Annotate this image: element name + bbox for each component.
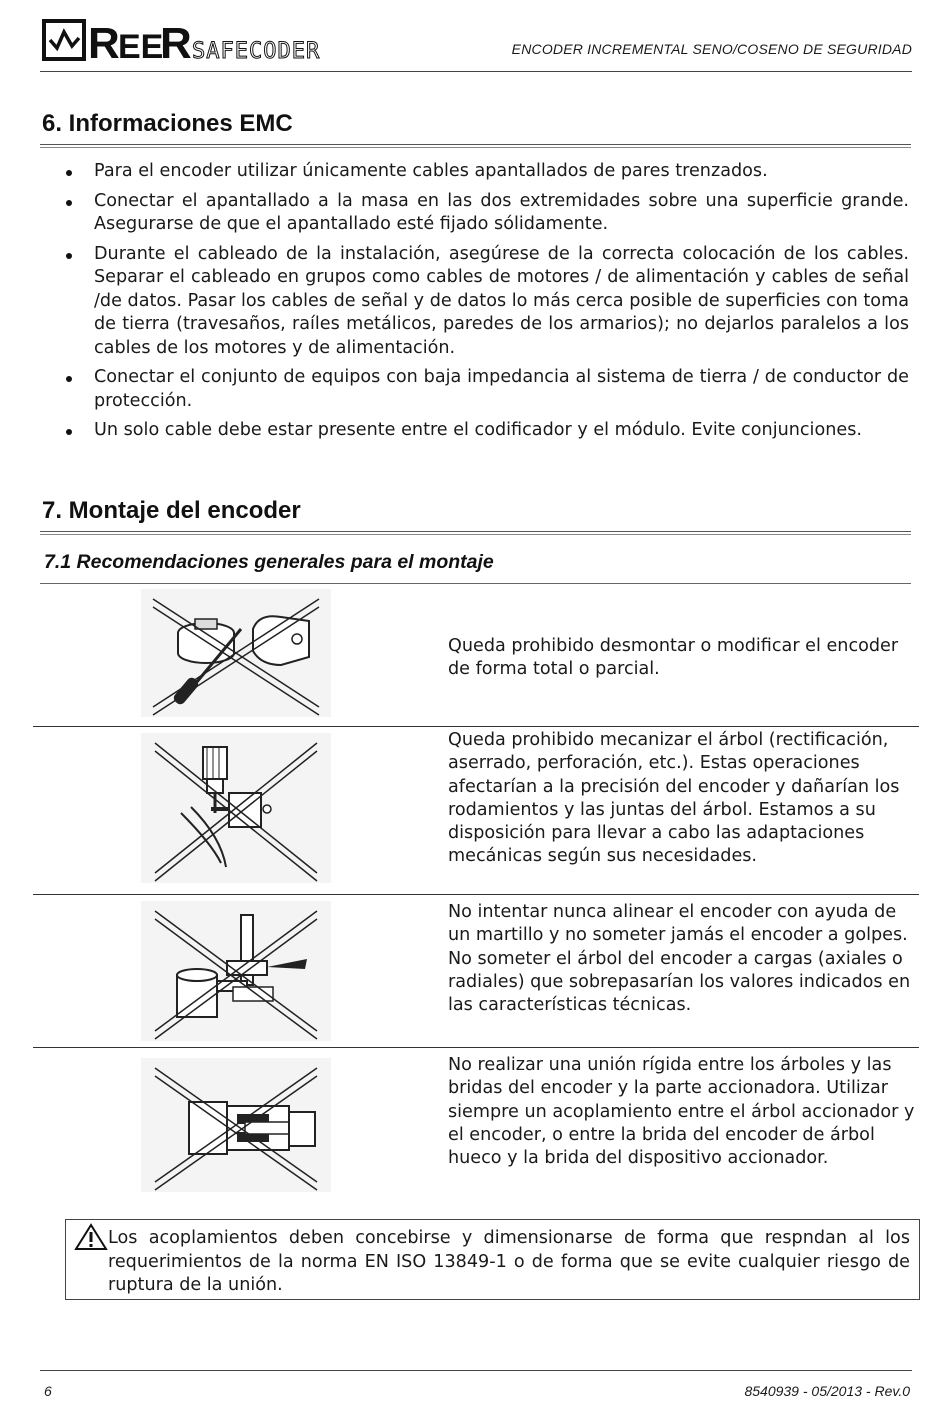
no-disassembly-icon xyxy=(141,589,331,717)
recommendation-row xyxy=(33,895,919,1047)
list-item: Conectar el conjunto de equipos con baja impedancia al sistema de tierra / de conductor de protección. xyxy=(66,366,909,413)
section-7-title: 7. Montaje del encoder xyxy=(42,497,301,524)
svg-text:SAFECODER: SAFECODER xyxy=(192,39,321,64)
page-footer xyxy=(40,1370,912,1399)
recommendation-text: No realizar una unión rígida entre los árboles y las bridas del encoder y la parte accionadora. Utilizar siempre un acoplamiento entre el árbol accionador y el encoder, o entre la brida del encoder de árbol hueco y la brida del dispositivo accionador. xyxy=(448,1055,915,1169)
recommendation-row xyxy=(33,1048,919,1198)
section-7-1-rule xyxy=(40,583,911,584)
list-item: Un solo cable debe estar presente entre el codificador y el módulo. Evite conjunciones. xyxy=(66,419,909,443)
recommendation-text: Queda prohibido desmontar o modificar el encoder de forma total o parcial. xyxy=(448,636,899,680)
warning-text: Los acoplamientos deben concebirse y dimensionarse de forma que respndan al los requerimientos de la norma EN ISO 13849-1 o de forma que se evite cualquier riesgo de ruptura de la unión. xyxy=(108,1228,910,1295)
section-7-rule xyxy=(40,531,911,535)
list-item: Para el encoder utilizar únicamente cables apantallados de pares trenzados. xyxy=(66,160,909,184)
recommendation-text: Queda prohibido mecanizar el árbol (rectificación, aserrado, perforación, etc.). Estas operaciones afectarían a la precisión del encoder y dañarían los rodamientos y las juntas del árbol. Estamos a su disposición para llevar a cabo las adaptaciones mecánicas según sus necesidades. xyxy=(448,730,900,867)
page-number: 6 xyxy=(44,1383,52,1399)
document-title: ENCODER INCREMENTAL SENO/COSENO DE SEGURIDAD xyxy=(511,41,912,57)
recommendation-text: No intentar nunca alinear el encoder con ayuda de un martillo y no someter jamás el encoder a golpes. No someter el árbol del encoder a cargas (axiales o radiales) que sobrepasarían los valores indicados en las características técnicas. xyxy=(448,902,911,1016)
no-hammer-icon xyxy=(141,901,331,1041)
bullet-icon xyxy=(66,429,72,435)
section-6-title: 6. Informaciones EMC xyxy=(42,110,293,137)
document-revision: 8540939 - 05/2013 - Rev.0 xyxy=(744,1383,910,1399)
bullet-icon xyxy=(66,376,72,382)
section-7-1-title: 7.1 Recomendaciones generales para el montaje xyxy=(44,551,494,573)
recommendation-row xyxy=(33,585,919,725)
svg-text:R: R xyxy=(160,19,192,66)
bullet-icon xyxy=(66,170,72,176)
svg-text:R: R xyxy=(88,19,120,66)
reer-safecoder-logo xyxy=(42,18,387,66)
no-rigid-coupling-icon xyxy=(141,1058,331,1192)
list-item: Conectar el apantallado a la masa en las dos extremidades sobre una superficie grande. Asegurarse de que el apantallado esté fijado sólidamente. xyxy=(66,190,909,237)
warning-box xyxy=(65,1219,920,1300)
svg-text:EE: EE xyxy=(118,28,164,66)
bullet-icon xyxy=(66,253,72,259)
no-machining-icon xyxy=(141,733,331,883)
recommendation-row xyxy=(33,727,919,893)
list-item: Durante el cableado de la instalación, asegúrese de la correcta colocación de los cables. Separar el cableado en grupos como cables de motores / de alimentación y cables de señal /de datos. Pasar los cables de señal y de datos lo más cerca posible de superficies con toma de tierra (travesaños, raíles metálicos, paredes de los armarios); no dejarlos paralelos a los cables de los motores y de alimentación. xyxy=(66,243,909,361)
page-header xyxy=(40,14,912,72)
warning-icon xyxy=(74,1223,108,1251)
bullet-icon xyxy=(66,200,72,206)
section-6-rule xyxy=(40,144,911,148)
emc-bullet-list xyxy=(66,160,909,449)
